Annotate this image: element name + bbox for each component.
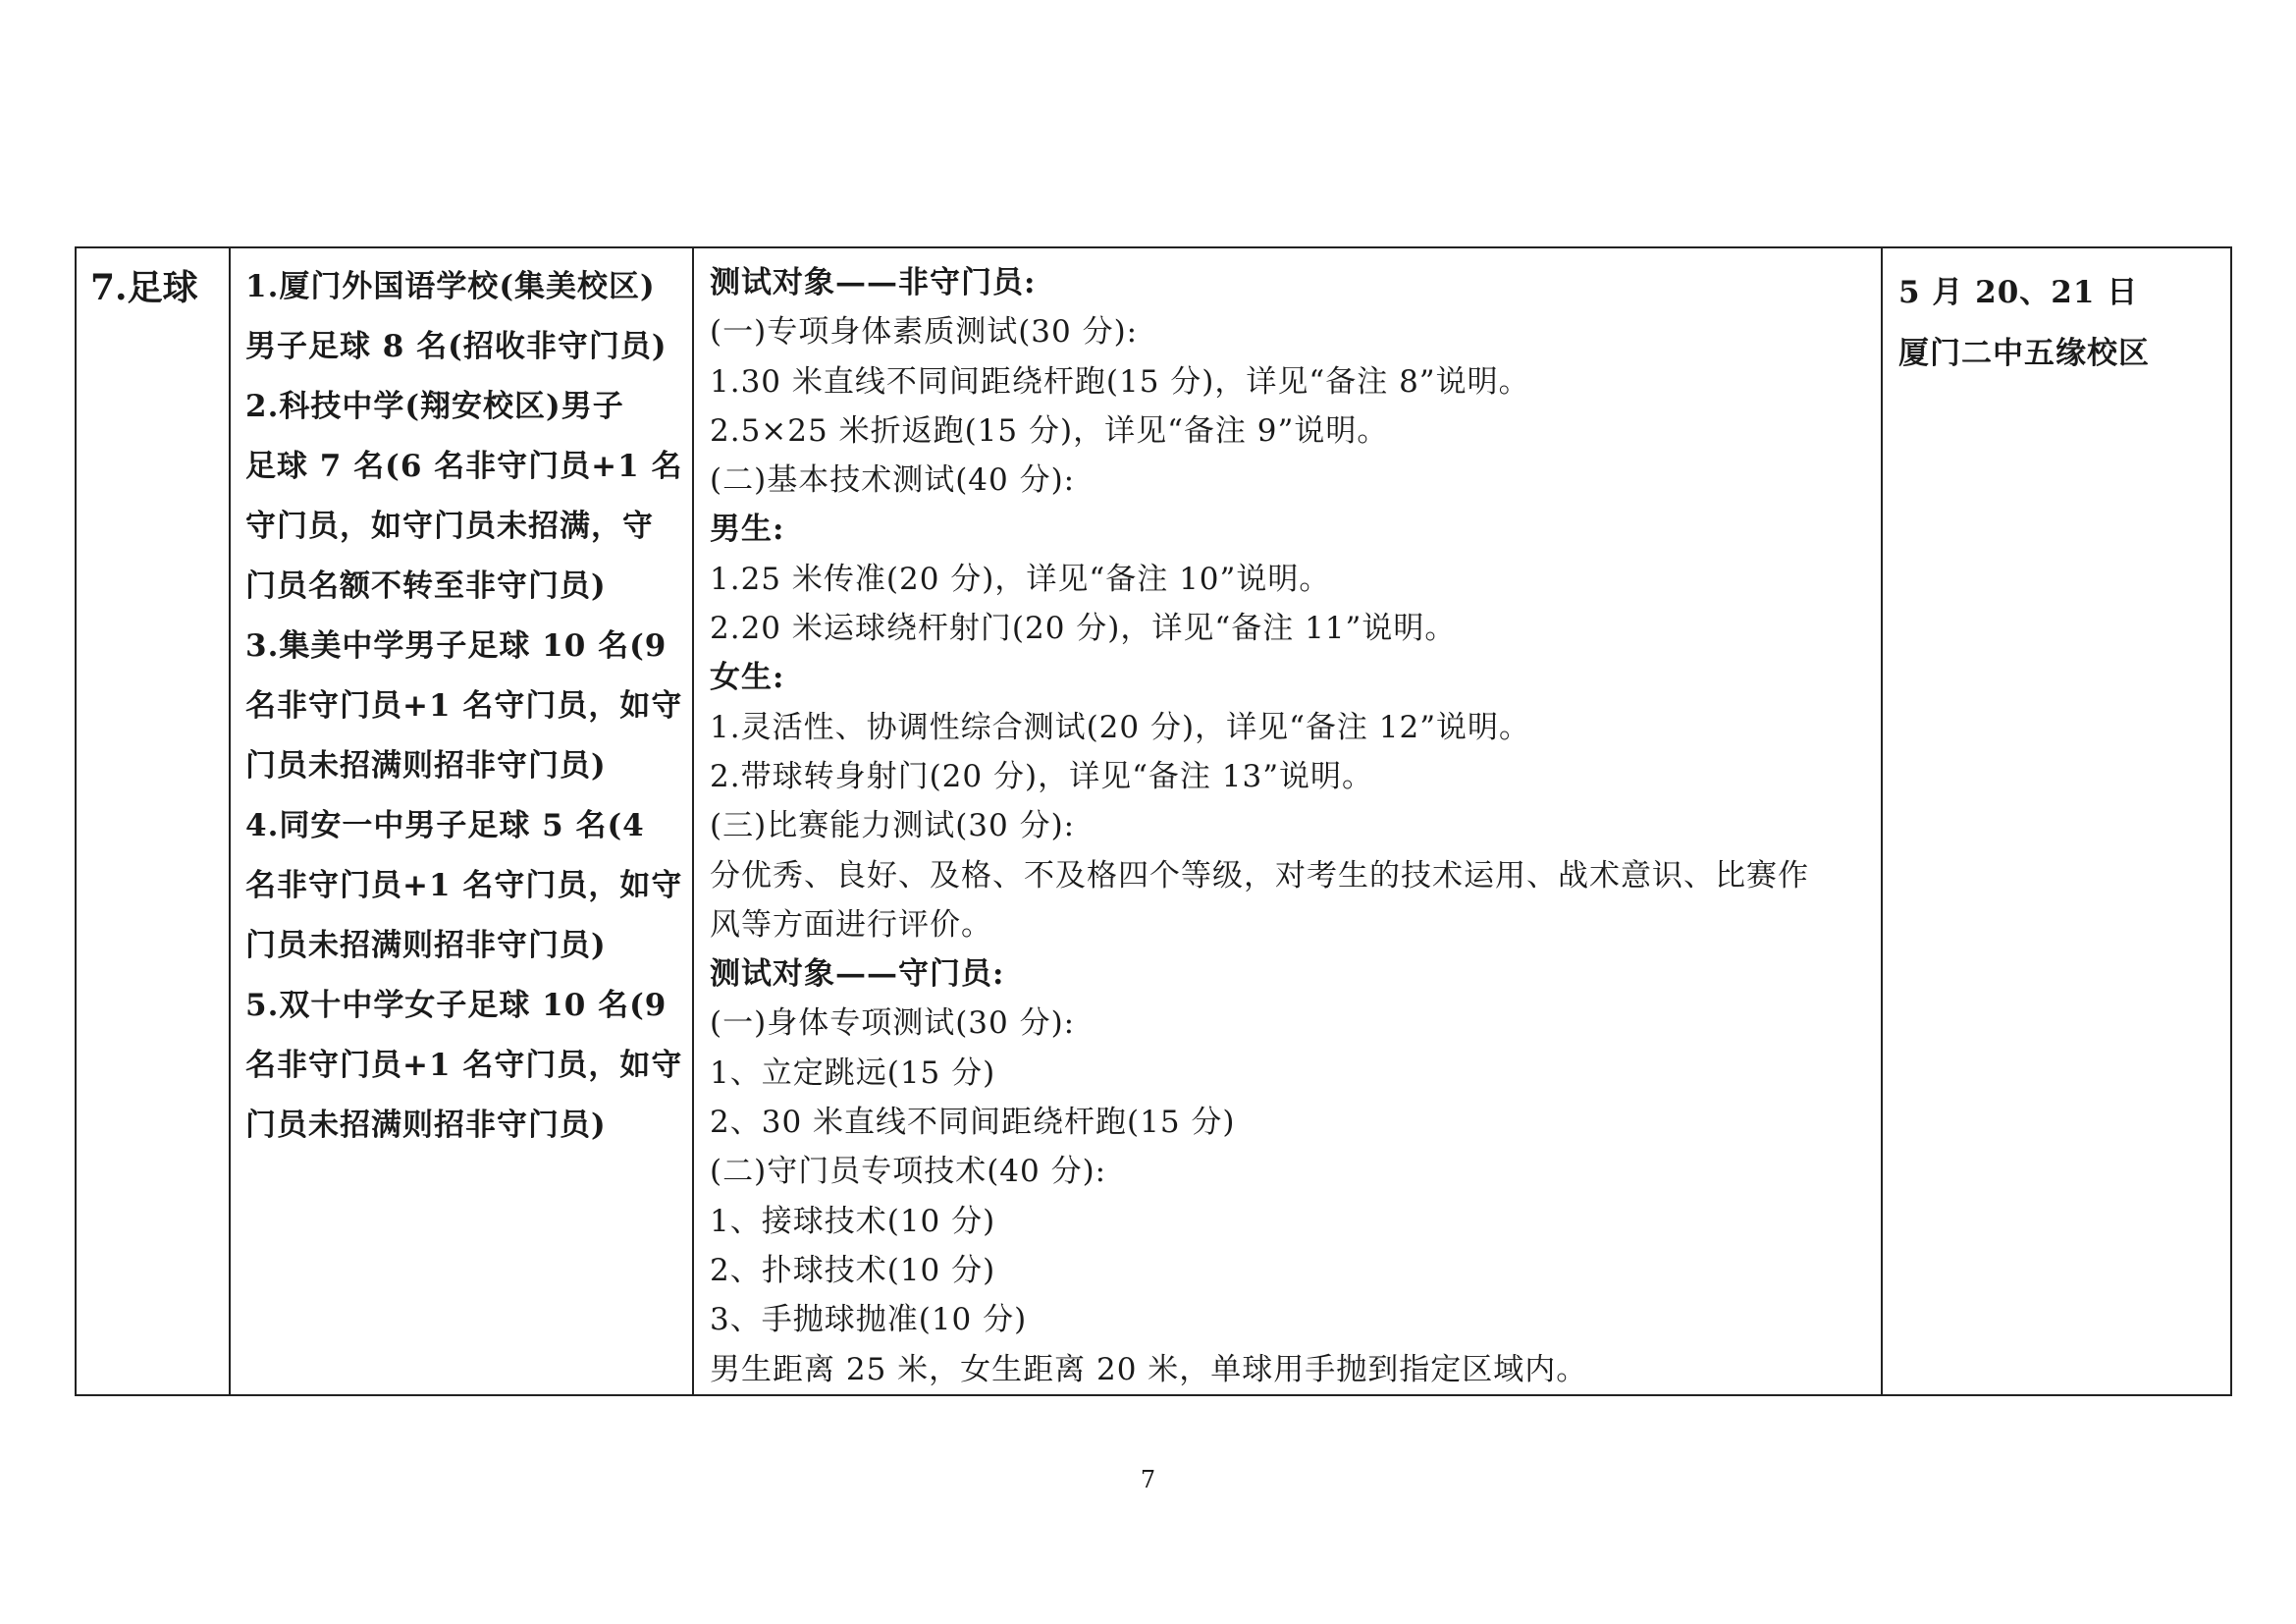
quota-list — [231, 248, 692, 1156]
quota-line: 4.同安一中男子足球 5 名(4 — [245, 808, 645, 843]
content-line: 1.30 米直线不同间距绕杆跑(15 分)，详见“备注 8”说明。 — [710, 363, 1530, 400]
content-line: (二)基本技术测试(40 分): — [710, 462, 1076, 499]
quota-line: 门员未招满则招非守门员) — [245, 1108, 607, 1143]
content-line: (二)守门员专项技术(40 分): — [710, 1154, 1107, 1190]
content-line: 男生: — [710, 512, 785, 548]
content-line: 男生距离 25 米，女生距离 20 米，单球用手抛到指定区域内。 — [710, 1351, 1588, 1387]
content-line: 2.20 米运球绕杆射门(20 分)，详见“备注 11”说明。 — [710, 611, 1457, 647]
content-line: 风等方面进行评价。 — [710, 906, 992, 943]
content-line: (三)比赛能力测试(30 分): — [710, 808, 1076, 844]
table-row — [76, 247, 2231, 1395]
content-line: 1、立定跳远(15 分) — [710, 1055, 996, 1091]
page-number: 7 — [1140, 1466, 1156, 1493]
quota-line: 2.科技中学(翔安校区)男子 — [245, 389, 624, 424]
sport-name: 7.足球 — [90, 267, 198, 308]
quota-line: 守门员，如守门员未招满，守 — [245, 509, 654, 544]
quota-line: 门员名额不转至非守门员) — [245, 568, 607, 604]
quota-line: 1.厦门外国语学校(集美校区) — [245, 269, 656, 304]
quota-line: 5.双十中学女子足球 10 名(9 — [245, 988, 667, 1023]
content-line: 1.灵活性、协调性综合测试(20 分)，详见“备注 12”说明。 — [710, 709, 1531, 745]
quota-line: 名非守门员+1 名守门员，如守 — [245, 688, 683, 724]
quota-line: 名非守门员+1 名守门员，如守 — [245, 1048, 683, 1083]
test-content-list — [694, 248, 1881, 1394]
content-line: 2.5×25 米折返跑(15 分)，详见“备注 9”说明。 — [710, 412, 1389, 449]
content-line: (一)身体专项测试(30 分): — [710, 1005, 1076, 1042]
content-line: 2、扑球技术(10 分) — [710, 1252, 996, 1288]
quota-line: 名非守门员+1 名守门员，如守 — [245, 868, 683, 903]
content-line: 1、接球技术(10 分) — [710, 1203, 996, 1239]
sport-cell — [76, 247, 230, 1395]
quota-line: 男子足球 8 名(招收非守门员) — [245, 329, 667, 364]
content-line: 女生: — [710, 660, 785, 696]
content-line: 3、手抛球抛准(10 分) — [710, 1302, 1028, 1338]
quota-line: 门员未招满则招非守门员) — [245, 928, 607, 963]
content-line: (一)专项身体素质测试(30 分): — [710, 314, 1139, 351]
content-line: 2、30 米直线不同间距绕杆跑(15 分) — [710, 1105, 1236, 1141]
schedule-list — [1883, 248, 2230, 384]
schedule-cell — [1882, 247, 2231, 1395]
content-line: 测试对象——守门员: — [710, 956, 1005, 993]
content-cell — [693, 247, 1882, 1395]
content-line: 分优秀、良好、及格、不及格四个等级，对考生的技术运用、战术意识、比赛作 — [710, 857, 1809, 893]
quota-line: 3.集美中学男子足球 10 名(9 — [245, 628, 667, 664]
sports-test-table — [75, 246, 2232, 1396]
quota-line: 足球 7 名(6 名非守门员+1 名 — [245, 449, 683, 484]
schedule-line: 厦门二中五缘校区 — [1898, 336, 2150, 371]
content-line: 2.带球转身射门(20 分)，详见“备注 13”说明。 — [710, 758, 1374, 794]
quota-cell — [230, 247, 693, 1395]
schedule-line: 5 月 20、21 日 — [1898, 275, 2139, 310]
content-line: 测试对象——非守门员: — [710, 265, 1037, 300]
content-line: 1.25 米传准(20 分)，详见“备注 10”说明。 — [710, 561, 1331, 597]
quota-line: 门员未招满则招非守门员) — [245, 748, 607, 784]
